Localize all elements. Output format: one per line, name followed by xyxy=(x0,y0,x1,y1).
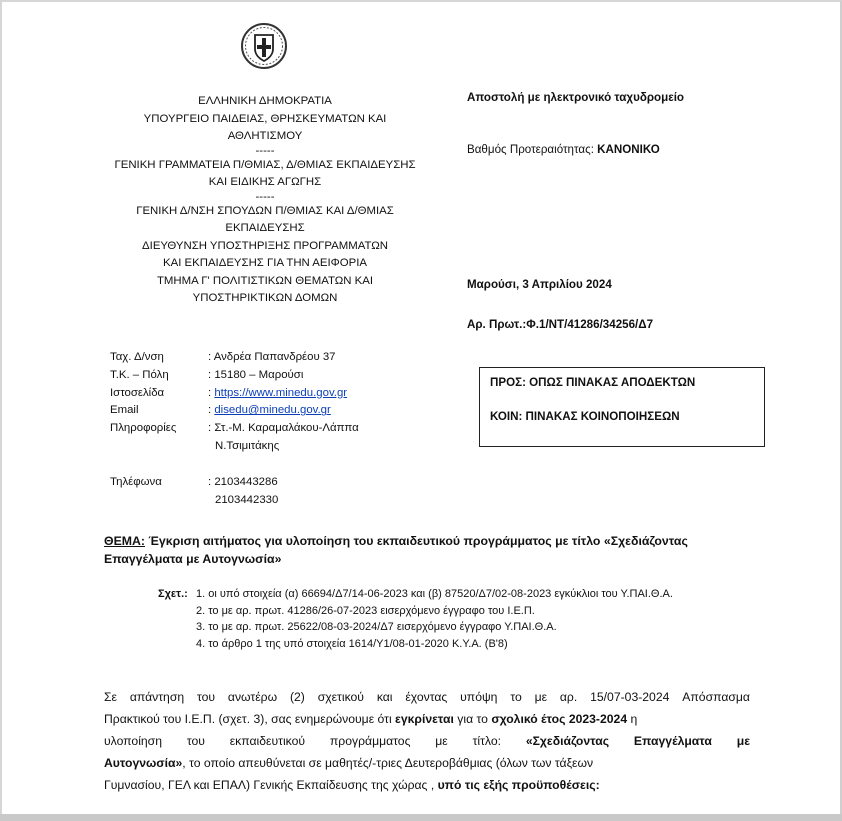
address-label: Ταχ. Δ/νση xyxy=(110,351,164,363)
zip-value: : 15180 – Μαρούσι xyxy=(208,368,304,381)
info-value-2: Ν.Τσιμιτάκης xyxy=(215,439,280,452)
delivery-method: Αποστολή με ηλεκτρονικό ταχυδρομείο xyxy=(467,91,685,104)
approved-emphasis: εγκρίνεται xyxy=(395,712,454,726)
text-run: , το οποίο απευθύνεται σε μαθητές/-τριες Δευτεροβάθμιας (όλων των τάξεων xyxy=(182,756,594,770)
recipients-to: ΠΡΟΣ: ΟΠΩΣ ΠΙΝΑΚΑΣ ΑΠΟΔΕΚΤΩΝ xyxy=(490,376,696,389)
word: απάντηση xyxy=(129,690,185,704)
phone-label: Τηλέφωνα xyxy=(110,475,162,488)
word: με xyxy=(736,734,750,748)
place-date: Μαρούσι, 3 Απριλίου 2024 xyxy=(467,278,612,291)
word: (2) xyxy=(289,690,305,704)
ministry-line: ΓΕΝΙΚΗ ΓΡΑΜΜΑΤΕΙΑ Π/ΘΜΙΑΣ, Δ/ΘΜΙΑΣ ΕΚΠΑΙΔΕΥΣΗΣ xyxy=(114,158,416,171)
ministry-line: ΤΜΗΜΑ Γ' ΠΟΛΙΤΙΣΤΙΚΩΝ ΘΕΜΑΤΩΝ ΚΑΙ xyxy=(156,274,374,287)
word: 15/07-03-2024 xyxy=(590,690,670,704)
body-line-3 xyxy=(104,730,750,752)
word: ανωτέρω xyxy=(227,690,278,704)
word: «Σχεδιάζοντας xyxy=(525,734,610,748)
contact-info xyxy=(110,349,359,509)
word: σχετικού xyxy=(317,690,364,704)
website-prefix: : xyxy=(208,386,215,399)
website-link[interactable]: https://www.minedu.gov.gr xyxy=(214,386,348,399)
word: και xyxy=(376,690,393,704)
ministry-line: ΚΑΙ ΕΙΔΙΚΗΣ ΑΓΩΓΗΣ xyxy=(208,176,322,188)
word: με xyxy=(435,734,448,748)
word: υλοποίηση xyxy=(104,734,162,748)
word: Απόσπασμα xyxy=(682,690,750,704)
subject-label: ΘΕΜΑ: xyxy=(104,534,145,548)
email-label: Email xyxy=(110,404,139,417)
reference-item: 2. το με αρ. πρωτ. 41286/26-07-2023 εισερχόμενο έγγραφο του Ι.Ε.Π. xyxy=(196,604,535,617)
references xyxy=(158,586,673,652)
priority xyxy=(467,143,660,156)
word: το xyxy=(510,690,522,704)
ministry-line: ΚΑΙ ΕΚΠΑΙΔΕΥΣΗΣ ΓΙΑ ΤΗΝ ΑΕΙΦΟΡΙΑ xyxy=(163,257,367,269)
word: Επαγγέλματα xyxy=(633,734,712,748)
ministry-line: ΥΠΟΣΤΗΡΙΚΤΙΚΩΝ ΔΟΜΩΝ xyxy=(192,292,338,304)
priority-label: Βαθμός Προτεραιότητας: xyxy=(467,143,594,156)
info-value-1: : Στ.-Μ. Καραμαλάκου-Λάππα xyxy=(208,422,359,435)
body-paragraph xyxy=(104,686,750,796)
phone-value-2: 2103442330 xyxy=(215,493,279,506)
programme-title-emphasis: Αυτογνωσία» xyxy=(104,756,183,770)
email-field xyxy=(208,402,331,420)
separator: ----- xyxy=(255,190,275,203)
ministry-line: ΓΕΝΙΚΗ Δ/ΝΣΗ ΣΠΟΥΔΩΝ Π/ΘΜΙΑΣ ΚΑΙ Δ/ΘΜΙΑΣ xyxy=(136,204,394,217)
body-line-1 xyxy=(104,686,750,708)
info-label: Πληροφορίες xyxy=(110,422,177,435)
word: Σε xyxy=(104,690,117,704)
website-field xyxy=(208,385,347,403)
recipients-cc: ΚΟΙΝ: ΠΙΝΑΚΑΣ ΚΟΙΝΟΠΟΙΗΣΕΩΝ xyxy=(490,410,680,423)
subject-line-2: Επαγγέλματα με Αυτογνωσία» xyxy=(104,552,282,566)
reference-item: 1. οι υπό στοιχεία (α) 66694/Δ7/14-06-2023 και (β) 87520/Δ7/02-08-2023 εγκύκλιοι του Υ.ΠΑΙ.Θ.Α. xyxy=(196,588,673,600)
priority-value: ΚΑΝΟΝΙΚΟ xyxy=(597,143,660,156)
text-run: η xyxy=(627,712,638,726)
word: τίτλο: xyxy=(472,734,501,748)
ministry-line: ΔΙΕΥΘΥΝΣΗ ΥΠΟΣΤΗΡΙΞΗΣ ΠΡΟΓΡΑΜΜΑΤΩΝ xyxy=(142,239,388,252)
word: του xyxy=(196,690,216,704)
recipients-box xyxy=(479,367,765,447)
reference-item: 3. το με αρ. πρωτ. 25622/08-03-2024/Δ7 εισερχόμενο έγγραφο Υ.ΠΑΙ.Θ.Α. xyxy=(196,621,557,633)
email-prefix: : xyxy=(208,404,215,417)
text-run: : xyxy=(595,778,600,792)
references-label: Σχετ.: xyxy=(158,588,188,600)
zip-label: Τ.Κ. – Πόλη xyxy=(110,368,169,381)
email-link[interactable]: disedu@minedu.gov.gr xyxy=(214,404,331,417)
word: έχοντας xyxy=(405,690,448,704)
subject xyxy=(104,532,754,568)
text-run: Πρακτικού του Ι.Ε.Π. (σχετ. 3), σας ενημερώνουμε ότι xyxy=(104,712,396,726)
ministry-line: ΥΠΟΥΡΓΕΙΟ ΠΑΙΔΕΙΑΣ, ΘΡΗΣΚΕΥΜΑΤΩΝ ΚΑΙ xyxy=(143,112,387,125)
word: με xyxy=(534,690,548,704)
word: του xyxy=(186,734,205,748)
ministry-line: ΑΘΛΗΤΙΣΜΟΥ xyxy=(227,130,303,142)
word: υπόψη xyxy=(460,690,498,704)
greek-coat-of-arms-icon xyxy=(240,22,288,70)
website-label: Ιστοσελίδα xyxy=(110,386,165,399)
school-year-emphasis: σχολικό έτος 2023-2024 xyxy=(491,712,628,726)
address-value: : Ανδρέα Παπανδρέου 37 xyxy=(208,351,336,363)
word: προγράμματος xyxy=(329,734,411,748)
page-bottom-edge xyxy=(0,814,842,821)
word: εκπαιδευτικού xyxy=(229,734,306,748)
body-line-2 xyxy=(104,708,750,730)
ministry-header xyxy=(95,93,435,308)
protocol-number: Αρ. Πρωτ.:Φ.1/ΝΤ/41286/34256/Δ7 xyxy=(467,318,654,331)
ministry-line: ΕΛΛΗΝΙΚΗ ΔΗΜΟΚΡΑΤΙΑ xyxy=(198,95,332,107)
phone-value-1: : 2103443286 xyxy=(208,475,278,488)
subject-line-1: Έγκριση αιτήματος για υλοποίηση του εκπαιδευτικού προγράμματος με τίτλο «Σχεδιάζοντας xyxy=(145,534,688,548)
conditions-emphasis: υπό τις εξής προϋποθέσεις xyxy=(437,778,596,792)
reference-item: 4. το άρθρο 1 της υπό στοιχεία 1614/Υ1/08-01-2020 Κ.Υ.Α. (Β'8) xyxy=(196,637,508,650)
text-run: Γυμνασίου, ΓΕΛ και ΕΠΑΛ) Γενικής Εκπαίδευσης της χώρας , xyxy=(104,778,438,792)
word: αρ. xyxy=(559,690,578,704)
separator: ----- xyxy=(255,144,275,157)
text-run: για το xyxy=(453,712,492,726)
body-line-4 xyxy=(104,752,750,774)
ministry-line: ΕΚΠΑΙΔΕΥΣΗΣ xyxy=(225,222,305,234)
body-line-5 xyxy=(104,774,750,796)
